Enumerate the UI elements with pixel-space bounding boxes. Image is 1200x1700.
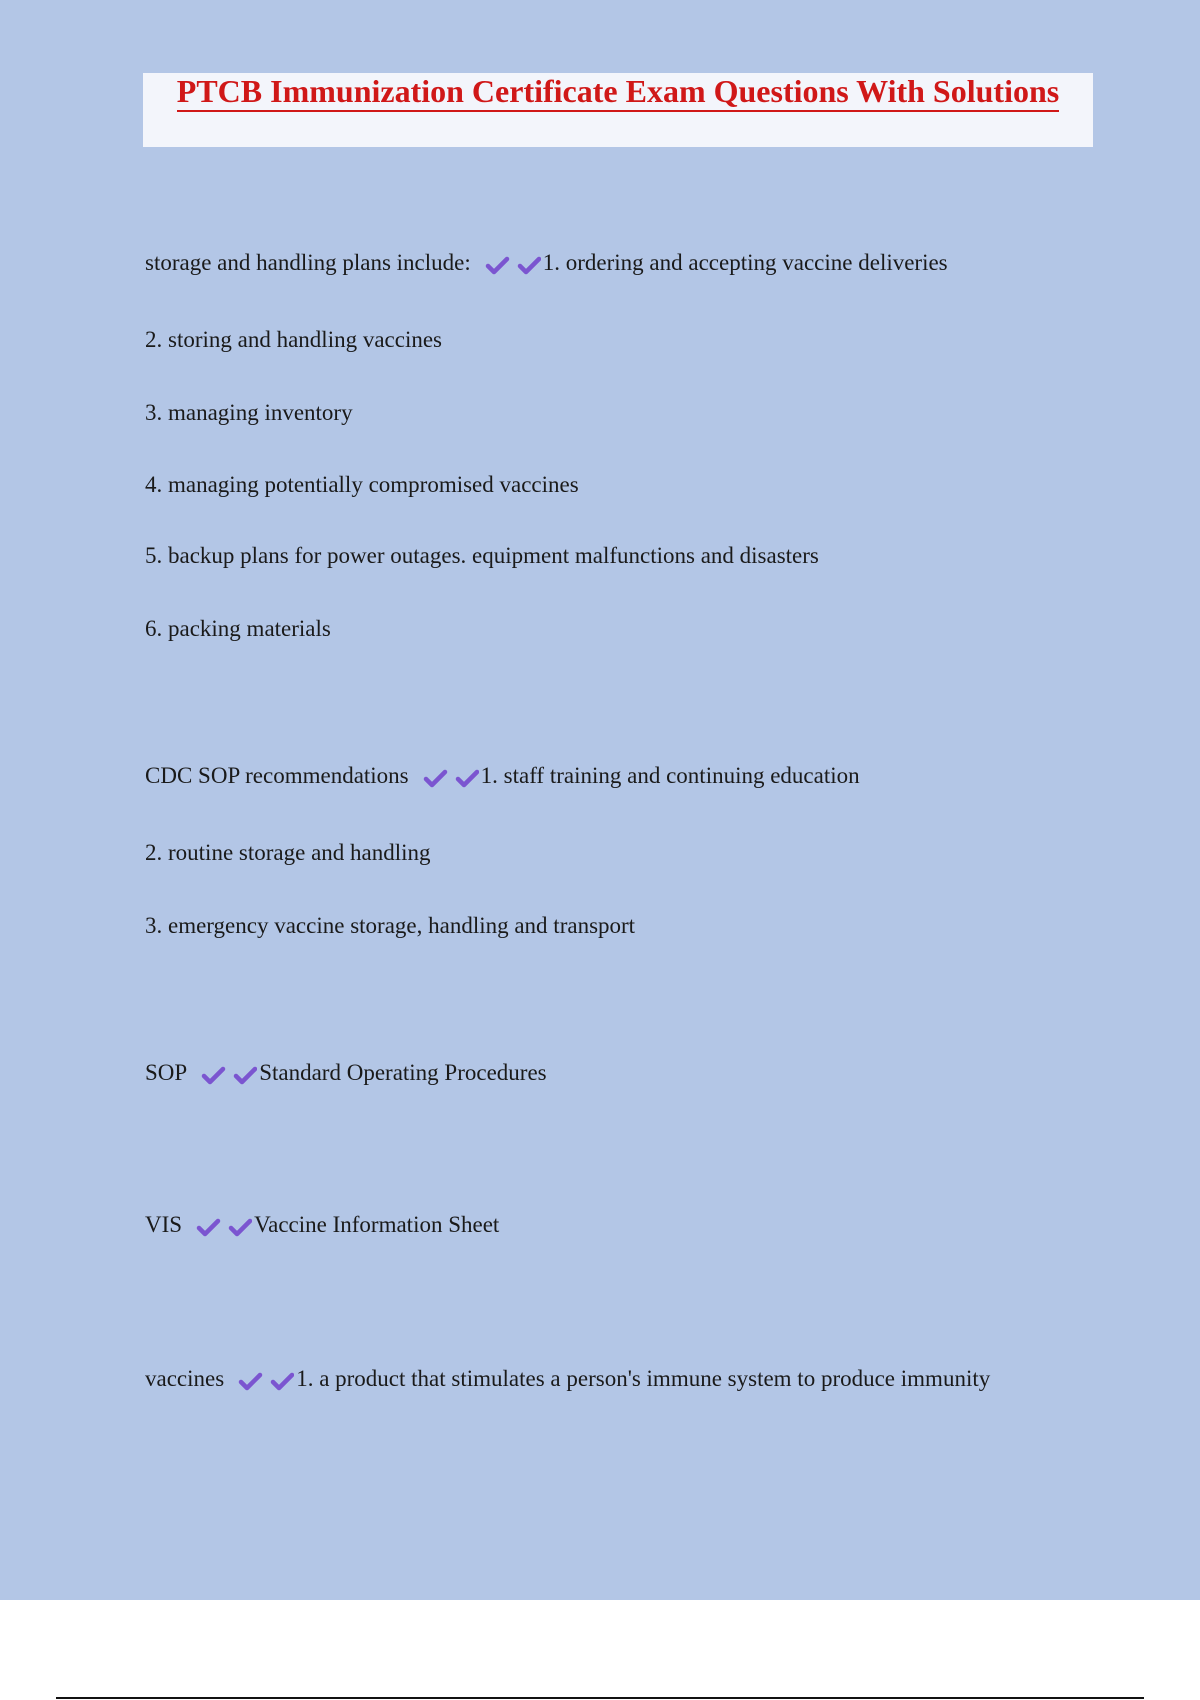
entry-term: SOP: [145, 1060, 188, 1085]
entry-answer: 1. staff training and continuing education: [480, 763, 860, 788]
qa-entry-4: [145, 1211, 499, 1239]
document-title-text: PTCB Immunization Certificate Exam Questions With Solutions: [177, 73, 1059, 112]
entry-term: vaccines: [145, 1366, 225, 1391]
double-check-icon: [423, 766, 479, 790]
entry-continuation-line: 6. packing materials: [145, 616, 331, 641]
entry-term: VIS: [145, 1212, 183, 1237]
double-check-icon: [201, 1063, 257, 1087]
entry-term: CDC SOP recommendations: [145, 763, 409, 788]
entry-answer: Standard Operating Procedures: [259, 1060, 547, 1085]
double-check-icon: [238, 1369, 294, 1393]
qa-entry-3: [145, 1059, 547, 1087]
entry-term: storage and handling plans include:: [145, 250, 471, 275]
qa-entry-2: [145, 762, 860, 790]
footer-divider: [56, 1697, 1144, 1699]
entry-answer: Vaccine Information Sheet: [254, 1212, 500, 1237]
entry-answer: 1. a product that stimulates a person's immune system to produce immunity: [296, 1366, 991, 1391]
document-title: [143, 73, 1093, 109]
entry-continuation-line: 3. managing inventory: [145, 400, 353, 425]
entry-continuation-line: 2. routine storage and handling: [145, 840, 431, 865]
entry-continuation-line: 3. emergency vaccine storage, handling and transport: [145, 913, 636, 938]
double-check-icon: [196, 1215, 252, 1239]
double-check-icon: [485, 253, 541, 277]
entry-continuation-line: 4. managing potentially compromised vaccines: [145, 472, 579, 497]
entry-continuation-line: 2. storing and handling vaccines: [145, 327, 443, 352]
entry-continuation-line: 5. backup plans for power outages. equipment malfunctions and disasters: [145, 543, 819, 568]
qa-entry-1: [145, 249, 948, 277]
title-banner: [143, 73, 1093, 147]
entry-answer: 1. ordering and accepting vaccine deliveries: [542, 250, 948, 275]
qa-entry-5: [145, 1365, 990, 1393]
